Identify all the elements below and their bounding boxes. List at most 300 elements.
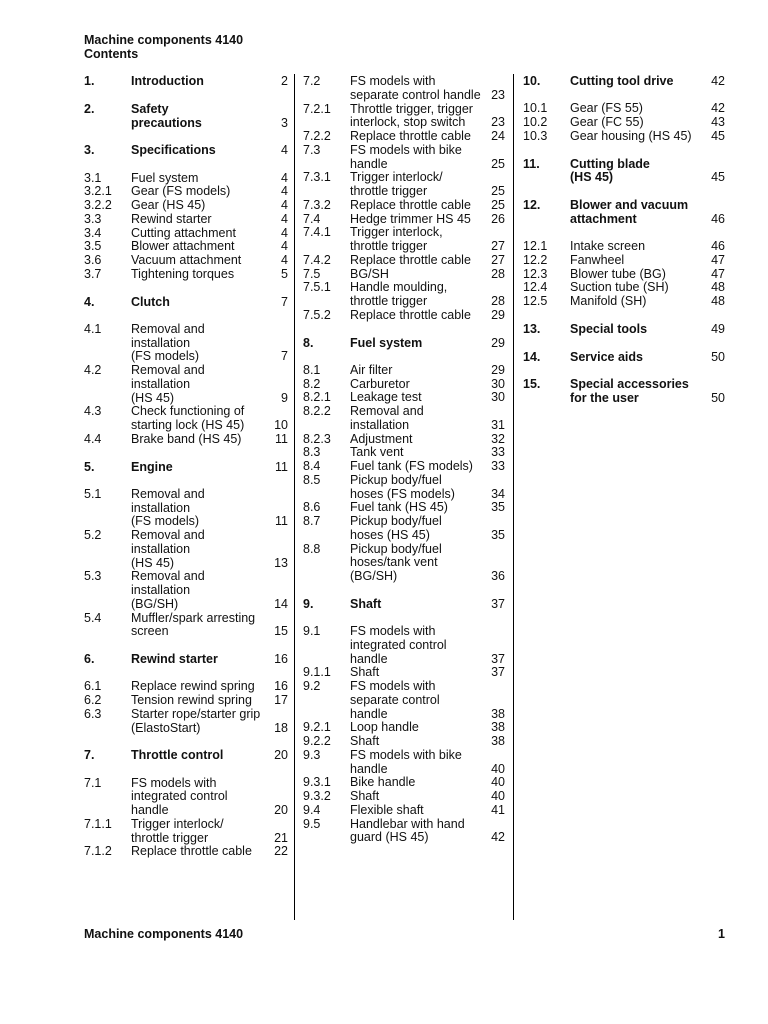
toc-entry-title: Gear (FS models) <box>131 184 231 199</box>
toc-entry-number: 9.5 <box>303 816 321 831</box>
toc-entry-title: Shaft <box>350 596 382 611</box>
toc-entry-page: 43 <box>711 115 725 129</box>
toc-entry-number: 11. <box>523 156 540 171</box>
toc-entry-title: Shaft <box>350 665 380 680</box>
toc-entry <box>84 433 288 447</box>
toc-entry-number: 7.2 <box>303 74 321 88</box>
toc-entry-page: 29 <box>491 307 505 322</box>
toc-entry-page: 40 <box>491 761 505 776</box>
toc-entry-number: 9.3.2 <box>303 789 331 803</box>
toc-entry <box>303 378 505 392</box>
footer-title: Machine components 4140 <box>84 927 244 941</box>
toc-entry <box>303 144 505 172</box>
toc-section-heading <box>523 323 725 337</box>
toc-entry <box>303 460 505 474</box>
toc-entry-title: Removal and installation (HS 45) <box>131 528 205 570</box>
toc-entry-title: Suction tube (SH) <box>570 280 669 295</box>
toc-entry-title: FS models with integrated control handle <box>131 775 228 817</box>
toc-entry-number: 7.4.2 <box>303 252 331 267</box>
toc-entry-title: Gear (HS 45) <box>131 198 206 212</box>
toc-entry-number: 3.7 <box>84 266 102 281</box>
toc-entry-title: Bike handle <box>350 775 416 790</box>
toc-entry <box>84 694 288 708</box>
page-header <box>84 33 243 61</box>
toc-entry-page: 4 <box>281 239 288 254</box>
toc-entry-title: Replace throttle cable <box>131 844 252 859</box>
toc-entry-title: Fuel tank (FS models) <box>350 459 473 473</box>
toc-entry <box>523 268 725 282</box>
toc-entry-title: Hedge trimmer HS 45 <box>350 211 471 226</box>
toc-section-heading <box>84 103 288 131</box>
toc-entry-page: 47 <box>711 252 725 267</box>
toc-entry-title: Loop handle <box>350 720 419 735</box>
toc-section-heading <box>84 461 288 475</box>
toc-entry-number: 7.3 <box>303 142 321 157</box>
column-divider-2 <box>513 74 514 920</box>
toc-section-heading <box>303 598 505 612</box>
toc-entry-number: 7.3.1 <box>303 170 331 185</box>
toc-entry-title: FS models with integrated control handle <box>350 624 447 666</box>
toc-entry <box>523 281 725 295</box>
toc-entry <box>84 488 288 529</box>
toc-entry-title: Removal and installation (BG/SH) <box>131 569 205 611</box>
toc-entry <box>303 226 505 254</box>
toc-entry <box>84 227 288 241</box>
toc-entry <box>303 680 505 721</box>
toc-entry <box>303 749 505 777</box>
toc-entry-number: 8.7 <box>303 514 321 528</box>
toc-column-1 <box>84 75 288 859</box>
toc-entry-number: 9.2.1 <box>303 720 331 735</box>
toc-entry-number: 12.2 <box>523 252 548 267</box>
toc-entry <box>523 130 725 144</box>
toc-entry-page: 4 <box>281 198 288 212</box>
toc-entry <box>523 295 725 309</box>
toc-entry <box>303 309 505 323</box>
toc-entry-title: Gear (FC 55) <box>570 115 644 129</box>
toc-entry-number: 9.1 <box>303 624 321 638</box>
toc-entry-page: 46 <box>711 239 725 253</box>
toc-section-heading <box>523 75 725 89</box>
toc-entry-number: 7.4 <box>303 211 321 226</box>
toc-section-heading <box>84 296 288 310</box>
toc-entry-number: 5.1 <box>84 486 102 501</box>
toc-entry-title: Fuel system <box>131 170 199 185</box>
toc-entry-page: 25 <box>491 184 505 198</box>
toc-entry-title: Cutting attachment <box>131 225 236 240</box>
toc-entry-title: Carburetor <box>350 376 410 391</box>
toc-entry-page: 23 <box>491 115 505 130</box>
toc-entry-page: 23 <box>491 87 505 102</box>
toc-entry <box>303 130 505 144</box>
toc-entry <box>303 171 505 199</box>
toc-entry-title: Replace throttle cable <box>350 252 471 267</box>
toc-section-heading <box>84 144 288 158</box>
toc-entry-number: 4.2 <box>84 363 102 377</box>
toc-entry-page: 15 <box>274 624 288 639</box>
toc-entry-title: Trigger interlock/ throttle trigger <box>350 170 443 198</box>
toc-entry-number: 12. <box>523 198 541 212</box>
toc-entry-title: Flexible shaft <box>350 802 424 817</box>
toc-entry-title: Tank vent <box>350 445 404 460</box>
toc-entry-number: 3.3 <box>84 211 102 226</box>
toc-entry <box>84 570 288 611</box>
toc-entry <box>303 103 505 131</box>
toc-entry-page: 37 <box>491 651 505 666</box>
toc-entry-number: 8.1 <box>303 362 321 377</box>
toc-entry-title: Fanwheel <box>570 252 625 267</box>
toc-entry-title: Intake screen <box>570 239 646 253</box>
toc-entry-title: Removal and installation (FS models) <box>131 321 205 364</box>
toc-entry-number: 8.2.3 <box>303 431 331 446</box>
toc-section-heading <box>523 378 725 406</box>
toc-entry-page: 42 <box>711 101 725 116</box>
toc-entry-number: 12.3 <box>523 266 548 281</box>
toc-entry-title: Engine <box>131 459 173 474</box>
toc-entry <box>84 240 288 254</box>
toc-entry-number: 10. <box>523 74 541 88</box>
toc-entry-title: Replace throttle cable <box>350 129 471 143</box>
toc-entry-title: Trigger interlock/ throttle trigger <box>131 816 224 845</box>
toc-entry-page: 50 <box>711 391 725 405</box>
toc-entry-page: 22 <box>274 844 288 859</box>
toc-entry-page: 20 <box>274 748 288 763</box>
toc-entry-page: 35 <box>491 527 505 542</box>
toc-entry-number: 12.1 <box>523 239 548 253</box>
toc-entry-title: Fuel system <box>350 335 423 350</box>
toc-entry-number: 1. <box>84 74 95 88</box>
toc-entry-number: 3.2.2 <box>84 198 112 212</box>
toc-entry-title: Replace throttle cable <box>350 197 471 212</box>
toc-entry-number: 8.2 <box>303 376 321 391</box>
toc-entry-number: 9.2 <box>303 679 321 693</box>
toc-entry-number: 8. <box>303 335 314 350</box>
toc-entry-number: 7.4.1 <box>303 225 331 240</box>
toc-entry-number: 3.4 <box>84 225 102 240</box>
toc-entry-title: Tightening torques <box>131 266 235 281</box>
toc-entry-number: 10.3 <box>523 128 548 143</box>
toc-section-heading <box>84 749 288 763</box>
toc-entry-number: 7.1 <box>84 775 102 790</box>
toc-entry-page: 21 <box>274 830 288 845</box>
toc-entry-page: 34 <box>491 486 505 501</box>
toc-entry <box>84 185 288 199</box>
toc-section-heading <box>523 351 725 365</box>
toc-entry-title: Check functioning of starting lock (HS 45) <box>131 404 245 432</box>
toc-entry-page: 17 <box>274 693 288 707</box>
toc-entry-title: Removal and installation (FS models) <box>131 486 205 529</box>
toc-entry-title: Replace rewind spring <box>131 679 255 694</box>
toc-entry-title: FS models with bike handle <box>350 142 462 171</box>
toc-entry <box>303 446 505 460</box>
toc-entry-page: 25 <box>491 156 505 171</box>
toc-entry-page: 20 <box>274 803 288 817</box>
toc-entry-title: FS models with separate control handle <box>350 679 440 721</box>
toc-entry-title: Special tools <box>570 321 648 336</box>
toc-entry-number: 3.5 <box>84 239 102 254</box>
toc-entry-page: 27 <box>491 239 505 253</box>
toc-entry-page: 11 <box>275 514 288 529</box>
toc-entry-page: 7 <box>281 349 288 364</box>
toc-entry-page: 4 <box>281 225 288 240</box>
toc-entry <box>303 501 505 515</box>
toc-entry-page: 16 <box>274 679 288 694</box>
toc-entry <box>303 818 505 846</box>
toc-entry-title: Shaft <box>350 789 380 803</box>
toc-entry-number: 8.2.2 <box>303 404 331 418</box>
toc-entry-title: Specifications <box>131 143 216 158</box>
toc-entry-title: Starter rope/starter grip (ElastoStart) <box>131 706 261 735</box>
toc-entry-title: Throttle control <box>131 748 224 763</box>
toc-entry-number: 6.2 <box>84 693 102 707</box>
toc-entry-number: 10.2 <box>523 115 548 129</box>
toc-entry-page: 36 <box>491 569 505 583</box>
toc-entry-number: 7.2.1 <box>303 101 331 116</box>
toc-entry-number: 3.6 <box>84 253 102 267</box>
page-footer <box>84 927 725 941</box>
toc-entry-title: Adjustment <box>350 431 413 446</box>
toc-entry-number: 9.3 <box>303 747 321 762</box>
column-divider-1 <box>294 74 295 920</box>
toc-entry <box>303 666 505 680</box>
toc-entry-page: 48 <box>711 294 725 308</box>
toc-entry <box>303 268 505 282</box>
toc-column-2 <box>303 75 505 845</box>
toc-entry <box>84 845 288 859</box>
page-number: 1 <box>718 927 725 941</box>
toc-entry-page: 10 <box>274 418 288 432</box>
toc-entry <box>303 281 505 309</box>
toc-entry-title: Pickup body/fuel hoses (HS 45) <box>350 514 442 542</box>
toc-entry-number: 12.5 <box>523 294 548 308</box>
toc-entry-page: 16 <box>274 652 288 666</box>
toc-entry-page: 27 <box>491 252 505 267</box>
toc-entry-page: 4 <box>281 170 288 185</box>
toc-entry-page: 37 <box>491 596 505 611</box>
toc-entry-number: 7.2.2 <box>303 129 331 143</box>
toc-entry-number: 6.3 <box>84 706 102 721</box>
toc-entry-title: Throttle trigger, trigger interlock, stop switch <box>350 101 473 130</box>
toc-entry-number: 6.1 <box>84 679 102 694</box>
toc-entry <box>84 268 288 282</box>
toc-entry-title: Safety precautions <box>131 101 202 130</box>
toc-entry <box>303 804 505 818</box>
toc-entry-page: 2 <box>281 74 288 88</box>
toc-entry-title: Removal and installation <box>350 404 424 432</box>
toc-entry <box>303 391 505 405</box>
toc-entry-number: 9.1.1 <box>303 665 331 680</box>
toc-entry-title: Service aids <box>570 349 643 364</box>
toc-entry-page: 30 <box>491 390 505 405</box>
toc-entry-number: 4.4 <box>84 431 102 446</box>
toc-entry <box>303 543 505 584</box>
toc-entry-page: 49 <box>711 321 725 336</box>
toc-entry-page: 4 <box>281 211 288 226</box>
toc-entry-page: 5 <box>281 266 288 281</box>
toc-entry-title: Tension rewind spring <box>131 693 252 707</box>
toc-entry <box>84 172 288 186</box>
toc-entry-page: 30 <box>491 376 505 391</box>
toc-entry-title: Removal and installation (HS 45) <box>131 363 205 405</box>
toc-entry-title: Blower attachment <box>131 239 235 254</box>
toc-entry-number: 7.1.1 <box>84 816 112 831</box>
toc-entry <box>84 612 288 640</box>
toc-entry-title: FS models with separate control handle <box>350 74 481 102</box>
toc-entry-page: 13 <box>274 555 288 570</box>
toc-section-heading <box>523 199 725 227</box>
toc-entry-title: Pickup body/fuel hoses (FS models) <box>350 472 455 501</box>
toc-entry-number: 12.4 <box>523 280 548 295</box>
toc-entry-page: 38 <box>491 720 505 735</box>
toc-entry-title: Shaft <box>350 734 380 748</box>
toc-entry-page: 9 <box>281 390 288 405</box>
toc-entry-page: 35 <box>491 500 505 515</box>
toc-entry-title: FS models with bike handle <box>350 747 462 776</box>
toc-entry <box>523 116 725 130</box>
toc-entry-page: 38 <box>491 734 505 748</box>
toc-entry <box>303 735 505 749</box>
toc-entry-page: 42 <box>491 830 505 845</box>
toc-entry-number: 9. <box>303 596 314 611</box>
toc-section-heading <box>523 158 725 186</box>
toc-entry-number: 7. <box>84 748 95 763</box>
toc-entry <box>303 474 505 502</box>
toc-entry-title: Handlebar with hand guard (HS 45) <box>350 816 465 845</box>
toc-entry <box>303 254 505 268</box>
toc-entry-page: 26 <box>491 211 505 226</box>
document-title: Machine components 4140 <box>84 33 244 47</box>
toc-entry-page: 28 <box>491 294 505 308</box>
toc-entry-number: 5.4 <box>84 610 102 625</box>
toc-entry-title: Leakage test <box>350 390 422 405</box>
toc-entry-title: Pickup body/fuel hoses/tank vent (BG/SH) <box>350 541 442 583</box>
toc-entry <box>84 680 288 694</box>
toc-column-3 <box>523 75 725 406</box>
toc-entry-page: 25 <box>491 197 505 212</box>
toc-entry-title: Muffler/spark arresting screen <box>131 610 256 639</box>
toc-entry-number: 10.1 <box>523 101 548 116</box>
toc-entry <box>303 405 505 433</box>
toc-entry-page: 4 <box>281 143 288 158</box>
toc-section-heading <box>84 653 288 667</box>
toc-entry-page: 32 <box>491 431 505 446</box>
toc-entry <box>523 240 725 254</box>
toc-entry-title: Blower tube (BG) <box>570 266 666 281</box>
toc-section-heading <box>303 337 505 351</box>
toc-entry <box>84 777 288 818</box>
toc-entry-title: Clutch <box>131 294 170 309</box>
toc-entry <box>303 364 505 378</box>
toc-entry-number: 14. <box>523 349 541 364</box>
toc-entry-number: 8.8 <box>303 541 321 556</box>
toc-entry-number: 7.3.2 <box>303 197 331 212</box>
toc-entry-number: 5.2 <box>84 528 102 542</box>
toc-entry-title: Rewind starter <box>131 652 218 666</box>
toc-entry-page: 11 <box>275 459 288 474</box>
toc-entry <box>84 213 288 227</box>
toc-entry <box>84 529 288 570</box>
toc-entry-page: 7 <box>281 294 288 309</box>
toc-section-heading <box>84 75 288 89</box>
toc-entry-page: 48 <box>711 280 725 295</box>
toc-entry-page: 3 <box>281 115 288 130</box>
toc-entry-page: 42 <box>711 74 725 88</box>
toc-entry <box>523 254 725 268</box>
toc-entry <box>303 75 505 103</box>
toc-entry <box>523 102 725 116</box>
toc-entry-page: 33 <box>491 445 505 460</box>
toc-entry-page: 4 <box>281 184 288 199</box>
toc-entry-number: 8.4 <box>303 459 321 473</box>
toc-entry-page: 14 <box>274 596 288 611</box>
toc-entry-page: 41 <box>491 802 505 817</box>
toc-entry-page: 31 <box>491 417 505 432</box>
toc-entry-number: 6. <box>84 652 95 666</box>
toc-entry-number: 4.3 <box>84 404 102 419</box>
toc-entry-number: 15. <box>523 377 541 392</box>
toc-entry <box>84 254 288 268</box>
toc-entry-number: 5.3 <box>84 569 102 584</box>
toc-entry-title: Rewind starter <box>131 211 212 226</box>
toc-entry-page: 18 <box>274 720 288 735</box>
toc-entry <box>84 323 288 364</box>
toc-entry <box>84 199 288 213</box>
toc-entry-page: 28 <box>491 266 505 281</box>
toc-entry-number: 4. <box>84 294 95 309</box>
toc-entry-page: 50 <box>711 349 725 364</box>
toc-entry-title: Manifold (SH) <box>570 294 647 308</box>
toc-entry-title: Vacuum attachment <box>131 253 242 267</box>
toc-entry-page: 37 <box>491 665 505 680</box>
toc-entry-number: 8.5 <box>303 472 321 487</box>
toc-entry-number: 7.5.1 <box>303 280 331 295</box>
toc-entry <box>303 721 505 735</box>
toc-entry-number: 9.2.2 <box>303 734 331 748</box>
toc-entry-number: 4.1 <box>84 321 102 336</box>
toc-entry-title: BG/SH <box>350 266 389 281</box>
toc-entry-number: 8.3 <box>303 445 321 460</box>
toc-entry-number: 7.5 <box>303 266 321 281</box>
toc-entry-page: 45 <box>711 128 725 143</box>
toc-entry-title: Trigger interlock, throttle trigger <box>350 225 443 253</box>
toc-entry-number: 8.2.1 <box>303 390 331 405</box>
toc-entry <box>84 708 288 736</box>
toc-entry-title: Cutting blade (HS 45) <box>570 156 650 185</box>
toc-entry-title: Fuel tank (HS 45) <box>350 500 448 515</box>
toc-entry-page: 40 <box>491 789 505 803</box>
toc-entry <box>303 433 505 447</box>
toc-entry-number: 3.2.1 <box>84 184 112 199</box>
toc-entry-title: Introduction <box>131 74 204 88</box>
toc-entry-page: 4 <box>281 253 288 267</box>
toc-entry <box>84 405 288 433</box>
toc-entry-number: 9.4 <box>303 802 321 817</box>
toc-entry-title: Replace throttle cable <box>350 307 471 322</box>
toc-entry <box>84 818 288 846</box>
toc-entry-page: 29 <box>491 335 505 350</box>
toc-entry-page: 29 <box>491 362 505 377</box>
toc-entry <box>303 776 505 790</box>
toc-entry-number: 7.1.2 <box>84 844 112 859</box>
toc-entry-page: 40 <box>491 775 505 790</box>
toc-entry <box>303 625 505 666</box>
toc-entry-title: Gear housing (HS 45) <box>570 128 692 143</box>
toc-entry <box>84 364 288 405</box>
toc-entry-number: 9.3.1 <box>303 775 331 790</box>
toc-entry-number: 3. <box>84 143 95 158</box>
toc-entry-title: Air filter <box>350 362 393 377</box>
toc-entry-title: Cutting tool drive <box>570 74 674 88</box>
